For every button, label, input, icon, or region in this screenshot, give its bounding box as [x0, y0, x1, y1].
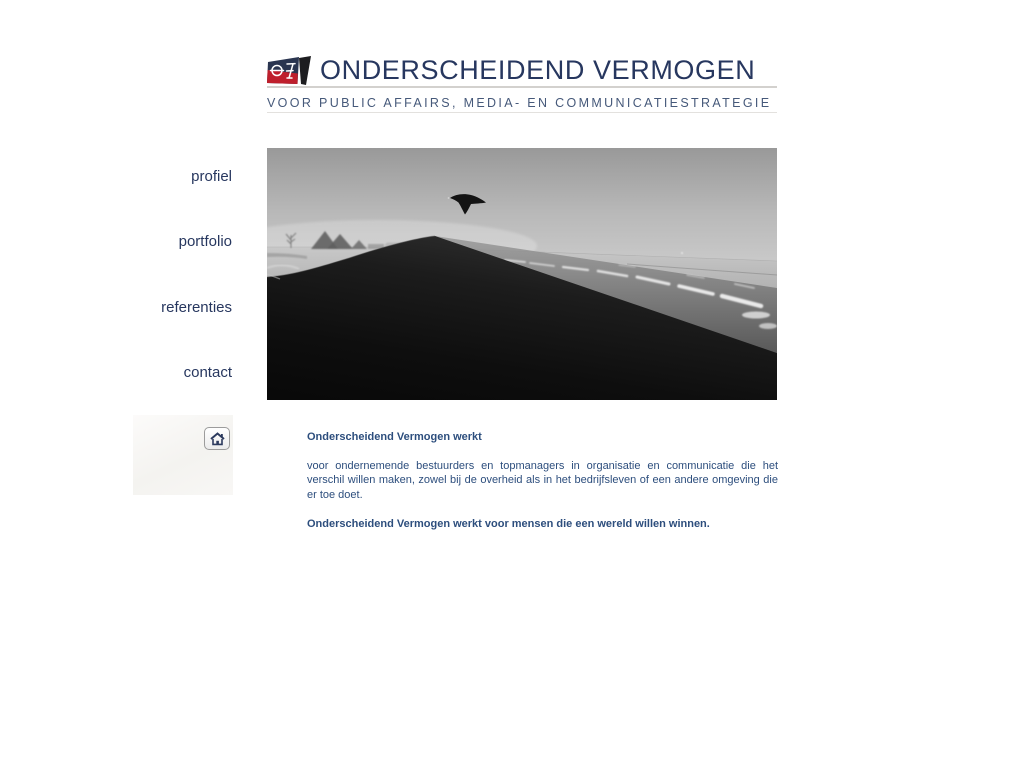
nav-item-portfolio[interactable]: portfolio [178, 233, 232, 250]
intro-text [307, 430, 778, 532]
logo-icon [267, 56, 311, 85]
nav-item-contact[interactable]: contact [183, 364, 232, 381]
home-button[interactable] [204, 427, 230, 450]
brand-title: ONDERSCHEIDEND VERMOGEN [320, 55, 756, 85]
brand-tagline: VOOR PUBLIC AFFAIRS, MEDIA- EN COMMUNICATIESTRATEGIE [267, 96, 772, 110]
hero-photo [267, 148, 777, 400]
header-divider-bottom [267, 112, 777, 113]
nav-item-referenties[interactable]: referenties [161, 299, 232, 316]
nav-item-profiel[interactable]: profiel [191, 168, 232, 185]
intro-closing: Onderscheidend Vermogen werkt voor mensen die een wereld willen winnen. [307, 518, 710, 530]
header-divider-top [267, 86, 777, 88]
intro-paragraph: voor ondernemende bestuurders en topmanagers in organisatie en communicatie die het verschil willen maken, zowel bij de overheid als in het bedrijfsleven of een andere omgeving die er toe doet. [307, 459, 778, 501]
home-icon [210, 432, 225, 446]
intro-heading: Onderscheidend Vermogen werkt [307, 431, 482, 443]
hero-image [267, 148, 777, 400]
